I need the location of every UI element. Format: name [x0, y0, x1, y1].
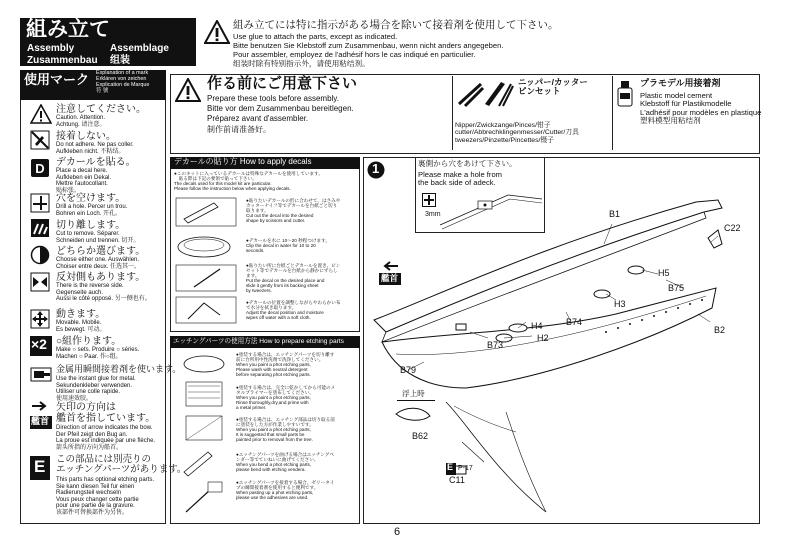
- header-assembly-en: Assembly: [27, 43, 75, 54]
- legend-item-choose: どちらか選びます。: [56, 246, 146, 257]
- part-label-b79: B79: [400, 365, 417, 375]
- decal-icon: [30, 158, 50, 178]
- decal-step-1: ●貼りたいデカールの形に合わせて、はさみや カッターナイフ等でデカールを台紙ごと切り 取ります。 Cut out the decal into the desired shape by scissors and cutter.: [246, 198, 341, 224]
- legend-item-metal-glue: 金属用瞬間接着剤を使います。: [56, 364, 182, 374]
- legend-item-metal-glue-sub: Use the instant glue for metal. Sekundenkleber verwenden. Utiliser une colle rapide. 使用速效胶。: [56, 376, 136, 402]
- prep-title: 作る前にご用意下さい: [207, 75, 358, 92]
- hole-callout-en: Please make a hole from the back side of adeck.: [418, 170, 502, 188]
- drill-size: 3mm: [425, 211, 441, 218]
- header-assembly-cn: 组装: [110, 55, 130, 66]
- submarine-hull-drawing: [366, 182, 758, 522]
- decal-intro: ●このキットに入っているデカールは特殊なデカールを使用しています。 貼る際は下記の要領で貼って下さい。 The decals used for this model kit are particular. Please follow the instruction below when applying decals.: [174, 171, 323, 192]
- choose-icon: [30, 245, 50, 265]
- warning-icon: [204, 20, 230, 44]
- legend-item-optional-etch-sub: This parts has optional etching parts. Sie kann diesen Teil fur einen Radierungsteil wechseln Vous peux changer cette partie pour une partie de la gravure. 该部件可替换部件为另售。: [56, 477, 155, 516]
- optional-etch-icon-label: E: [34, 457, 46, 476]
- legend-item-sets: ○組作ります。: [56, 336, 122, 347]
- header-assembly-fr: Assemblage: [110, 43, 169, 54]
- prep-en: Prepare these tools before assembly.: [207, 94, 339, 103]
- legend-item-cut-sub: Cut to remove. Séparer. Schneiden und trennen. 切开。: [56, 231, 140, 244]
- legend-item-cut: 切り離します。: [56, 220, 126, 231]
- legend-title: 使用マーク: [24, 72, 90, 87]
- step-bow-label: 艦首: [381, 273, 399, 283]
- etch-step-3: ●塗装する場合は、エッチング部品は切り取る前 に塗装をした方が作業しやすいです。 When you paint a phot etching parts, It is suggested that small parts be painted prior to removal from the tree.: [236, 417, 335, 443]
- part-label-b62: B62: [412, 431, 429, 441]
- prep-cn: 制作前请准备好。: [207, 125, 271, 134]
- reverse-side-icon: [30, 272, 50, 292]
- float-label-underline: [397, 400, 435, 401]
- part-label-h5: H5: [658, 268, 670, 278]
- hole-callout-jp: 裏側から穴をあけて下さい。: [418, 159, 517, 168]
- legend-item-decal: デカールを貼る。: [56, 157, 136, 168]
- legend-item-caution: 注意してください。: [56, 104, 146, 115]
- legend-item-choose-sub: Choose either one. Auswählen. Choiser entre deux. 任选其一。: [56, 257, 141, 270]
- step-number: 1: [372, 161, 380, 176]
- decal-title: デカールの貼り方 How to apply decals: [174, 157, 312, 166]
- bow-arrow-icon: [30, 400, 50, 412]
- legend-item-decal-sub: Place a decal here. Aufkleben ein Dekal. Mettre l'autocollant. 贴标张。: [56, 168, 112, 194]
- part-label-b73: B73: [487, 340, 504, 350]
- legend-title-sub: Explanation of a mark Erklären von zeichen Explication de Marque 符 號: [96, 70, 150, 94]
- etch-ref-label: P-17: [458, 465, 473, 472]
- etch-step-4: ●エッチングパーツを曲げる場合はエッチングベ ンダー等でていねいに曲げてください。 When you bend a phot etching parts, please bend with etching vendera.: [236, 452, 334, 473]
- header-warning-fr: Pour assembler, employez de l'adhésif hors le cas indiqué en particulier.: [233, 50, 476, 59]
- cement-text: Plastic model cement Klebstoff für Plastikmodelle L'adhésif pour modèles en plastique 塑料模型用粘结剂: [640, 91, 762, 126]
- cut-icon: [30, 218, 50, 238]
- header-title-jp: 組み立て: [26, 18, 110, 41]
- legend-item-drill-sub: Drill a hole. Percer un trou. Bohren ein Loch. 开孔。: [56, 204, 128, 217]
- cement-title: プラモデル用接着剤: [640, 78, 721, 88]
- caution-icon: [30, 104, 52, 124]
- movable-icon: [30, 309, 50, 329]
- prep-fr: Préparez avant d'assembler.: [207, 114, 309, 123]
- decal-illustrations: [174, 195, 244, 327]
- legend-item-bow: 矢印の方向は 艦首を指しています。: [56, 402, 156, 424]
- float-label: 浮上時: [402, 389, 425, 398]
- svg-text:D: D: [35, 161, 45, 176]
- part-label-b75: B75: [668, 283, 685, 293]
- legend-item-reverse-sub: There is the reverse side. Gegenseite auch. Aussi le côté opposé. 另一侧也有。: [56, 283, 151, 303]
- legend-item-optional-etch: この部品には別売りの エッチングパーツがあります。: [56, 454, 187, 476]
- etch-step-5: ●エッチングパーツを接着する場合、ゼリータイ プの瞬間接着剤を使用すると便利です。 When pasting up a phot etching parts, please use the adhesives are used.: [236, 480, 335, 501]
- header-warning-jp: 組み立てには特に指示がある場合を除いて接着剤を使用して下さい。: [233, 19, 559, 31]
- part-label-c22: C22: [724, 223, 741, 233]
- nipper-text: Nipper/Zwickzange/Pinces/钳子 cutter/Abbrechklingenmesser/Cutter/刀具 tweezers/Pinzette/Pincettes/镊子: [455, 122, 579, 144]
- legend-item-no-glue: 接着しない。: [56, 131, 116, 142]
- part-label-h4: H4: [531, 321, 543, 331]
- tools-icon: [455, 78, 515, 108]
- legend-item-movable-sub: Movable. Mobile. Es bewegt. 可动。: [56, 320, 106, 333]
- sets-icon-label: ×2: [31, 336, 47, 352]
- metal-glue-icon: [30, 365, 52, 385]
- part-label-b1: B1: [609, 209, 621, 219]
- part-label-b2: B2: [714, 325, 726, 335]
- part-label-h2: H2: [537, 333, 549, 343]
- no-glue-icon: [30, 130, 50, 150]
- legend-item-no-glue-sub: Do not adhere. Ne pas coller. Aufkleben nicht. 不粘结。: [56, 142, 134, 155]
- part-label-c11: C11: [449, 475, 465, 485]
- legend-item-drill: 穴を空けます。: [56, 193, 126, 204]
- etch-ref-icon-label: E: [447, 462, 454, 472]
- decal-step-4: ●デカールの位置を調整しながらやわらかい布 で水分を拭き取ります。 Adjust the decal position and moisture wipes off water with a soft cloth.: [246, 300, 341, 321]
- prep-warning-icon: [175, 78, 201, 102]
- etch-step-1: ●塗装する場合は、エッチングパーツを切り離す 前に台所用中性洗剤で洗浄してください。 When you paint a phot etching parts, Please wash with neutral detergent before separating phot etching parts.: [236, 352, 335, 378]
- part-label-h3: H3: [614, 299, 626, 309]
- nipper-title: ニッパー/カッター ピンセット: [518, 77, 588, 97]
- header-warning-en: Use glue to attach the parts, except as indicated.: [233, 32, 398, 41]
- etch-illustrations: [174, 352, 234, 520]
- etch-step-2: ●塗装する場合は、完全に乾かしてから可能のメ タルプライマーを塗布してください。 When you paint a phot etching parts, Rinse thoroughly,dry,and prime with a metal primer.: [236, 385, 336, 411]
- legend-item-caution-sub: Caution. Attention. Achtung. 请注意。: [56, 115, 106, 128]
- legend-item-bow-sub: Direction of arrow indicates the bow. Der Pfeil zeigt den Bug an. La proue est indiquée par une flèche. 箭头所指的方向为船首。: [56, 425, 156, 451]
- part-label-b74: B74: [566, 317, 583, 327]
- legend-item-reverse: 反対側もあります。: [56, 272, 146, 283]
- bow-icon-label: 艦首: [31, 416, 50, 426]
- cement-bottle-icon: [615, 78, 635, 108]
- page-number: 6: [394, 526, 401, 538]
- decal-step-2: ●デカールを水に 10～20 秒程つけます。 Clip the decal in water for 10 to 20 seconds.: [246, 238, 330, 254]
- drill-icon: [30, 193, 50, 213]
- step-bow-arrow-icon: [380, 260, 400, 272]
- prep-de: Bitte vor dem Zusammenbau bereitlegen.: [207, 104, 354, 113]
- header-assembly-de: Zusammenbau: [27, 55, 98, 66]
- decal-step-3: ●貼りたい所に台紙ごとデカールを置き、ピン セット等でデカールを台紙から静かにずらし ます。 Put the decal on the desired place and slide it gently from its backing sheet by tweezers.: [246, 263, 341, 294]
- legend-item-movable: 動きます。: [56, 309, 106, 320]
- header-warning-cn: 组装时除有特别指示外，请使用粘结剂。: [233, 59, 370, 68]
- legend-item-sets-sub: Make ○ sets. Produire ○ séries. Machen ○ Paar. 作○组。: [56, 347, 140, 360]
- header-warning-de: Bitte benutzen Sie Klebstoff zum Zusammenbau, wenn nicht anders angegeben.: [233, 41, 504, 50]
- etch-title: エッチングパーツの使用方法 How to prepare etching parts: [173, 338, 344, 345]
